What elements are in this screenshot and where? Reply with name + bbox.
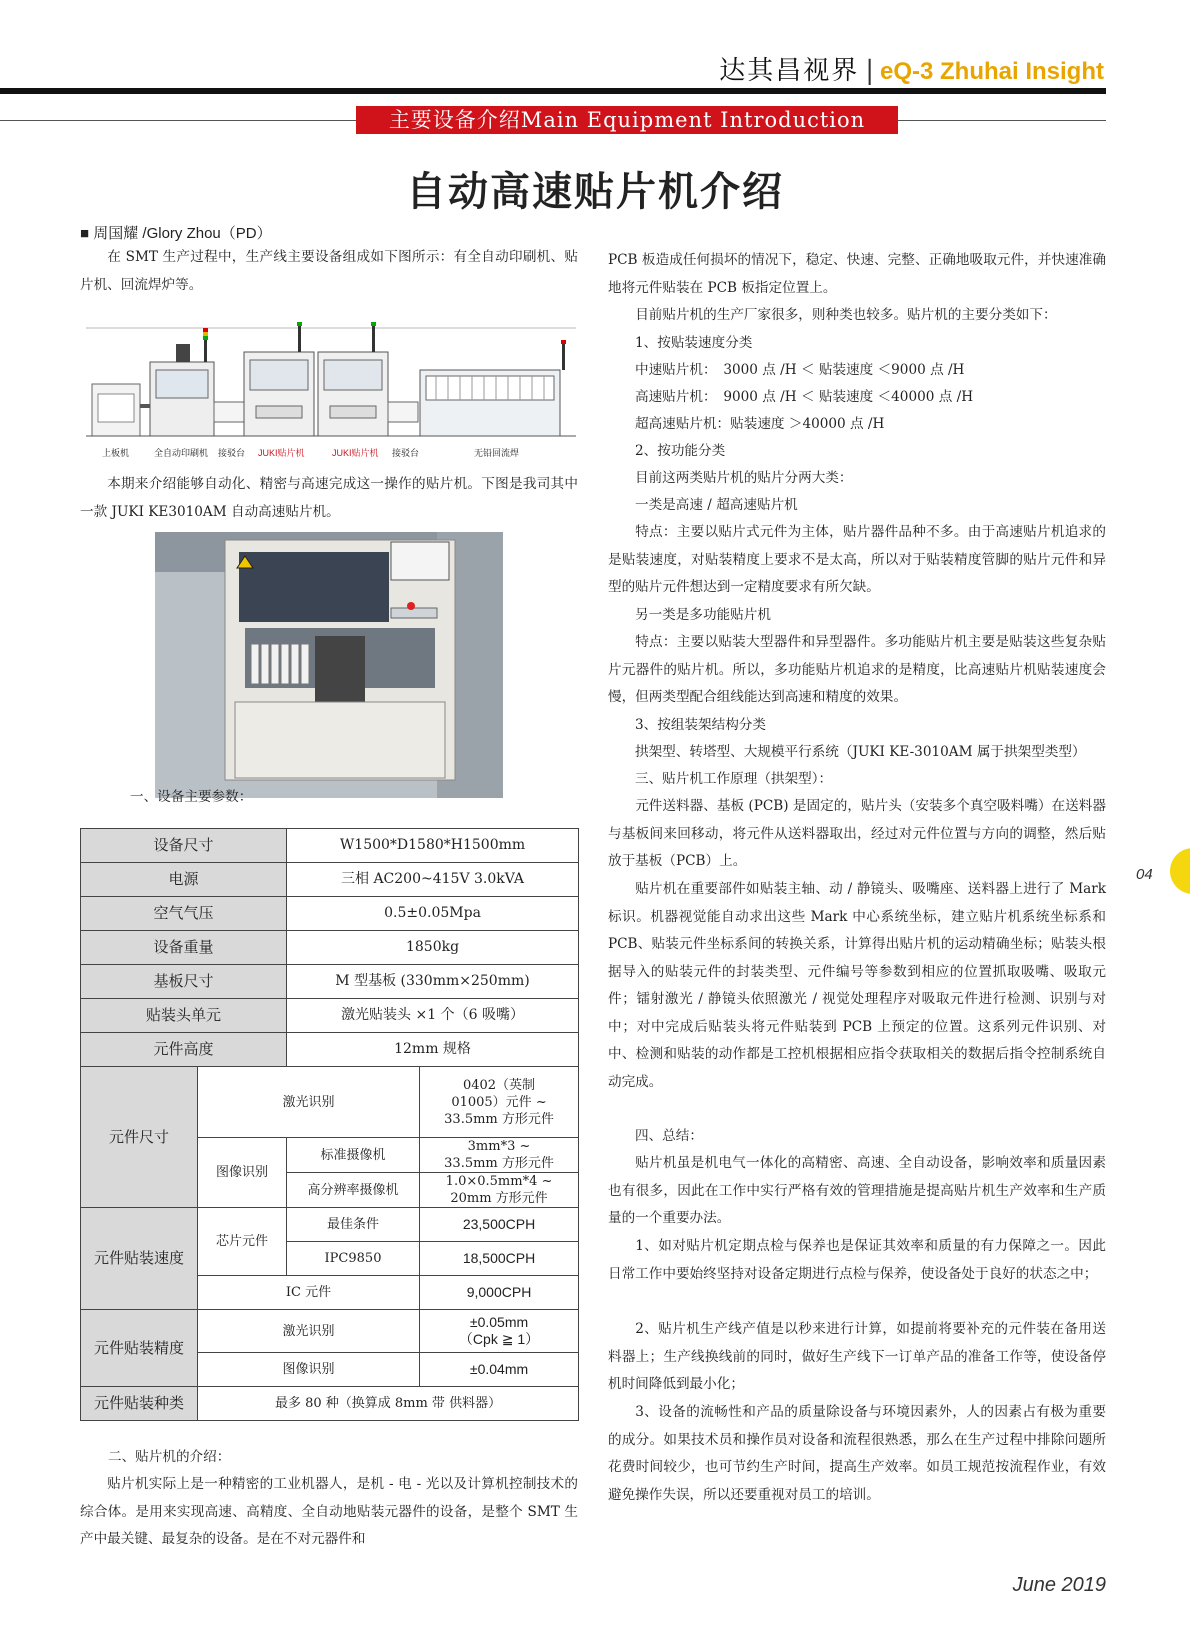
class-heading-2: 2、按功能分类 <box>635 443 726 459</box>
table-row <box>81 1208 579 1242</box>
table-value: 3mm*3 ~ 33.5mm 方形元件 <box>420 1138 579 1173</box>
table-sublabel: 图像识别 <box>198 1353 420 1387</box>
table-value: W1500*D1580*H1500mm <box>287 829 579 863</box>
summary-paragraph-1: 贴片机虽是机电气一体化的高精密、高速、全自动设备，影响效率和质量因素也有很多，因此在工作中实行严格有效的管理措施是提高贴片机生产效率和生产质量的一个重要办法。 <box>608 1155 1106 1226</box>
table-row <box>81 1387 579 1421</box>
summary-paragraph-3: 2、贴片机生产线产值是以秒来进行计算，如提前将要补充的元件装在备用送料器上；生产线换线前的同时，做好生产线下一订单产品的准备工作等，使设备停机时间降低到最小化； <box>608 1321 1106 1392</box>
table-label: 电源 <box>81 863 287 897</box>
table-label: 设备重量 <box>81 931 287 965</box>
table-row <box>81 999 579 1033</box>
table-value: 最多 80 种（换算成 8mm 带 供料器） <box>198 1387 579 1421</box>
speed-class-line: 高速贴片机： 9000 点 /H ＜ 贴装速度 ＜40000 点 /H <box>635 389 974 405</box>
principle-heading: 三、贴片机工作原理（拱架型）： <box>635 771 833 787</box>
table-sublabel: IC 元件 <box>198 1276 420 1310</box>
page-number: 04 <box>1136 866 1153 883</box>
table-value: 12mm 规格 <box>287 1033 579 1067</box>
masthead-cn: 达其昌视界 <box>719 56 860 86</box>
table-label: 元件贴装速度 <box>81 1208 198 1310</box>
diagram-label: 接驳台 <box>392 448 420 458</box>
table-label: 基板尺寸 <box>81 965 287 999</box>
type-heading-2: 另一类是多功能贴片机 <box>635 607 771 623</box>
table-label: 元件贴装种类 <box>81 1387 198 1421</box>
structure-types: 拱架型、转塔型、大规模平行系统（JUKI KE-3010AM 属于拱架型类型） <box>635 744 1086 760</box>
table-value: 9,000CPH <box>420 1276 579 1310</box>
table-value: 1850kg <box>287 931 579 965</box>
left-paragraph-3: 贴片机实际上是一种精密的工业机器人，是机 - 电 - 光以及计算机控制技术的综合体。是用来实现高速、高精度、全自动地贴装元器件的设备，是整个 SMT 生产中最关键、最复杂的设备。是在不对元器件和 <box>80 1476 578 1547</box>
summary-heading: 四、总结： <box>635 1128 703 1144</box>
feature-paragraph-2: 特点：主要以贴装大型器件和异型器件。多功能贴片机主要是贴装这些复杂贴片元器件的贴片机。所以，多功能贴片机追求的是精度，比高速贴片机贴装速度会慢，但两类型配合组线能达到高速和精度的效果。 <box>608 634 1106 705</box>
table-row <box>81 965 579 999</box>
table-value: ±0.04mm <box>420 1353 579 1387</box>
article-title: 自动高速贴片机介绍 <box>406 168 784 215</box>
table-value: 三相 AC200~415V 3.0kVA <box>287 863 579 897</box>
diagram-label: 无铅回流焊 <box>474 448 520 458</box>
diagram-label: JUKI贴片机 <box>258 448 305 458</box>
masthead-separator: | <box>865 56 874 86</box>
principle-paragraph-2: 贴片机在重要部件如贴装主轴、动 / 静镜头、吸嘴座、送料器上进行了 Mark 标识。机器视觉能自动求出这些 Mark 中心系统坐标，建立贴片机系统坐标系和 PCB、贴装元件坐标系间的转换关系，计算得出贴片机的运动精确坐标；贴装头根据导入的贴装元件的封装类型、元件编号等参数到相应的位置抓取吸嘴、吸取元件；镭射激光 / 静镜头依照激光 / 视觉处理程序对吸取元件进行检测、识别与对中；对中完成后贴装头将元件贴装到 PCB 上预定的位置。这系列元件识别、对中、检测和贴装的动作都是工控机根据相应指令获取相关的数据后指令控制系统自动完成。 <box>608 881 1106 1090</box>
diagram-label: 接驳台 <box>218 448 246 458</box>
section-banner: 主要设备介绍Main Equipment Introduction <box>356 106 898 134</box>
table-sublabel: 图像识别 <box>198 1138 287 1208</box>
feature-paragraph-1: 特点：主要以贴片式元件为主体，贴片器件品种不多。由于高速贴片机追求的是贴装速度，对贴装精度上要求不是太高，所以对于贴装精度管脚的贴片元件和异型的贴片元件想达到一定精度要求有所欠缺。 <box>608 524 1106 595</box>
params-heading: 一、设备主要参数： <box>130 789 253 805</box>
summary-paragraph-2: 1、如对贴片机定期点检与保养也是保证其效率和质量的有力保障之一。因此日常工作中要始终坚持对设备定期进行点检与保养，使设备处于良好的状态之中； <box>608 1238 1106 1282</box>
table-sublabel: 标准摄像机 <box>287 1138 420 1173</box>
left-paragraph-2: 本期来介绍能够自动化、精密与高速完成这一操作的贴片机。下图是我司其中一款 JUKI KE3010AM 自动高速贴片机。 <box>80 476 578 520</box>
table-label: 贴装头单元 <box>81 999 287 1033</box>
page-tab-marker <box>1170 848 1190 894</box>
table-value: ±0.05mm （Cpk ≧ 1） <box>420 1310 579 1353</box>
table-sublabel: 最佳条件 <box>287 1208 420 1242</box>
diagram-label: JUKI贴片机 <box>332 448 379 458</box>
table-label: 设备尺寸 <box>81 829 287 863</box>
table-row <box>81 897 579 931</box>
principle-paragraph-1: 元件送料器、基板 (PCB) 是固定的，贴片头（安装多个真空吸料嘴）在送料器与基板间来回移动，将元件从送料器取出，经过对元件位置与方向的调整，然后贴放于基板（PCB）上。 <box>608 798 1106 869</box>
table-value: M 型基板 (330mm×250mm) <box>287 965 579 999</box>
table-value: 1.0×0.5mm*4 ~ 20mm 方形元件 <box>420 1173 579 1208</box>
table-row <box>81 829 579 863</box>
table-sublabel: 高分辨率摄像机 <box>287 1173 420 1208</box>
table-row <box>81 1033 579 1067</box>
type-heading-1: 一类是高速 / 超高速贴片机 <box>635 497 798 513</box>
smt-line-diagram <box>86 322 576 462</box>
table-label: 元件贴装精度 <box>81 1310 198 1387</box>
masthead <box>719 50 1104 87</box>
table-value: 激光贴装头 ×1 个（6 吸嘴） <box>287 999 579 1033</box>
issue-date: June 2019 <box>1012 1574 1106 1596</box>
table-value: 18,500CPH <box>420 1242 579 1276</box>
table-row <box>81 1067 579 1138</box>
table-value: 0402（英制 01005）元件 ~ 33.5mm 方形元件 <box>420 1067 579 1138</box>
header-rule <box>0 88 1106 94</box>
intro-heading: 二、贴片机的介绍： <box>108 1449 231 1465</box>
class-intro: 目前这两类贴片机的贴片分两大类： <box>635 470 853 486</box>
table-sublabel: 芯片元件 <box>198 1208 287 1276</box>
table-label: 空气气压 <box>81 897 287 931</box>
table-sublabel: IPC9850 <box>287 1242 420 1276</box>
table-sublabel: 激光识别 <box>198 1067 420 1138</box>
diagram-label: 全自动印刷机 <box>154 448 209 458</box>
summary-paragraph-4: 3、设备的流畅性和产品的质量除设备与环境因素外，人的因素占有极为重要的成分。如果技术员和操作员对设备和流程很熟悉，那么在生产过程中排除问题所花费时间较少，也可节约生产时间，提高生产效率。如员工规范按流程作业，有效避免操作失误，所以还要重视对员工的培训。 <box>608 1404 1106 1503</box>
table-row <box>81 931 579 965</box>
table-value: 0.5±0.05Mpa <box>287 897 579 931</box>
masthead-en: eQ-3 Zhuhai Insight <box>879 58 1104 85</box>
table-label: 元件高度 <box>81 1033 287 1067</box>
speed-class-line: 超高速贴片机：贴装速度 ＞40000 点 /H <box>635 416 885 432</box>
right-paragraph-1: 目前贴片机的生产厂家很多，则种类也较多。贴片机的主要分类如下： <box>635 307 1057 323</box>
table-label: 元件尺寸 <box>81 1067 198 1208</box>
speed-class-line: 中速贴片机： 3000 点 /H ＜ 贴装速度 ＜9000 点 /H <box>635 362 965 378</box>
table-row <box>81 863 579 897</box>
class-heading-3: 3、按组装架结构分类 <box>635 717 766 733</box>
right-paragraph-0: PCB 板造成任何损坏的情况下，稳定、快速、完整、正确地吸取元件，并快速准确地将元件贴装在 PCB 板指定位置上。 <box>608 252 1106 296</box>
class-heading-1: 1、按贴装速度分类 <box>635 335 753 351</box>
table-value: 23,500CPH <box>420 1208 579 1242</box>
diagram-label: 上板机 <box>102 448 130 458</box>
author-byline: ■ 周国耀 /Glory Zhou（PD） <box>80 225 272 242</box>
left-paragraph-1: 在 SMT 生产过程中，生产线主要设备组成如下图所示：有全自动印刷机、贴片机、回流焊炉等。 <box>80 249 578 293</box>
table-row <box>81 1310 579 1353</box>
table-sublabel: 激光识别 <box>198 1310 420 1353</box>
spec-table <box>80 828 579 1421</box>
juki-machine-photo <box>155 532 503 798</box>
